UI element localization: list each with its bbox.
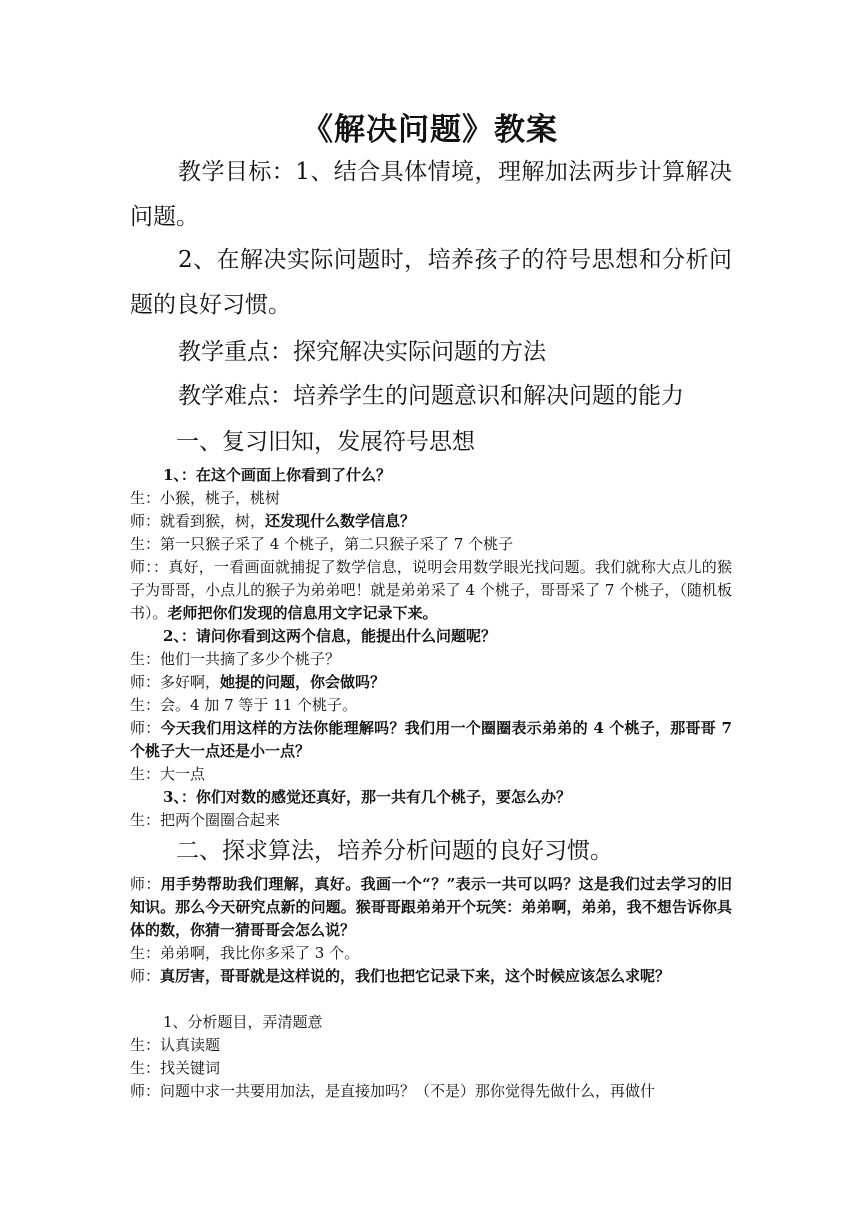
teacher-text: 师：就看到猴，树，: [130, 512, 266, 530]
section-1-heading: 一、复习旧知，发展符号思想: [176, 429, 475, 455]
student-line: 生：第一只猴子采了 4 个桃子，第二只猴子采了 7 个桃子: [130, 535, 514, 553]
student-line: 生：大一点: [130, 765, 206, 783]
objective-2: 2、在解决实际问题时，培养孩子的符号思想和分析问题的良好习惯。: [130, 247, 732, 318]
question-2: 2、：请问你看到这两个信息，能提出什么问题呢？: [163, 627, 496, 645]
student-line: 生：把两个圈圈合起来: [130, 811, 281, 829]
subheading: 1、分析题目，弄清题意: [163, 1013, 323, 1031]
teacher-text: 师：：真好，一看画面就捕捉了数学信息，说明会用数学眼光找问题。我们就称大点儿的猴子为哥哥，小点儿的猴子为弟弟吧！就是弟弟采了 4 个桃子，哥哥采了 7 个桃子，（随机板书）。: [130, 558, 732, 622]
teacher-paragraph: [130, 965, 732, 988]
teacher-text: 师：: [130, 719, 161, 737]
teacher-text-bold: 她提的问题，你会做吗？: [220, 673, 386, 691]
teacher-text-bold: 还发现什么数学信息？: [265, 512, 416, 530]
student-line: 生：找关键词: [130, 1059, 221, 1077]
key-point: 教学重点：探究解决实际问题的方法: [178, 339, 546, 365]
student-line: 生：他们一共摘了多少个桃子？: [130, 650, 341, 668]
question-3: 3、：你们对数的感觉还真好，那一共有几个桃子，要怎么办？: [163, 788, 571, 806]
teacher-text: 师：: [130, 967, 161, 985]
teacher-text: 师：多好啊，: [130, 673, 221, 691]
section-2-heading: 二、探求算法，培养分析问题的良好习惯。: [176, 838, 613, 864]
teacher-text-bold: 今天我们用这样的方法你能理解吗？我们用一个圈圈表示弟弟的 4 个桃子，那哥哥 7 个桃子大一点还是小一点？: [130, 719, 732, 760]
student-line: 生：小猴，桃子，桃树: [130, 489, 281, 507]
student-line: 生：认真读题: [130, 1036, 221, 1054]
teacher-text-bold: 老师把你们发现的信息用文字记录下来。: [167, 604, 438, 622]
teacher-line: [130, 671, 732, 694]
question-1: 1、：在这个画面上你看到了什么？: [163, 466, 391, 484]
student-line: 生：弟弟啊，我比你多采了 3 个。: [130, 944, 360, 962]
teacher-text: 师：: [130, 875, 161, 893]
student-line: 生：会。4 加 7 等于 11 个桃子。: [130, 696, 358, 714]
difficult-point: 教学难点：培养学生的问题意识和解决问题的能力: [178, 383, 684, 409]
teacher-line: 师：问题中求一共要用加法，是直接加吗？（不是）那你觉得先做什么，再做什: [130, 1082, 656, 1100]
page-title: 《解决问题》教案: [302, 112, 558, 148]
teacher-paragraph: [130, 556, 732, 625]
teacher-line: [130, 510, 732, 533]
objective-1: 教学目标：1、结合具体情境，理解加法两步计算解决问题。: [130, 159, 732, 230]
teacher-paragraph: [130, 873, 732, 942]
teacher-paragraph: [130, 717, 732, 763]
teacher-text-bold: 用手势帮助我们理解，真好。我画一个“？”表示一共可以吗？这是我们过去学习的旧知识。那么今天研究点新的问题。猴哥哥跟弟弟开个玩笑：弟弟啊，弟弟，我不想告诉你具体的数，你猜一猜哥哥会怎么说？: [130, 875, 732, 939]
teacher-text-bold: 真厉害，哥哥就是这样说的，我们也把它记录下来，这个时候应该怎么求呢？: [160, 967, 671, 985]
